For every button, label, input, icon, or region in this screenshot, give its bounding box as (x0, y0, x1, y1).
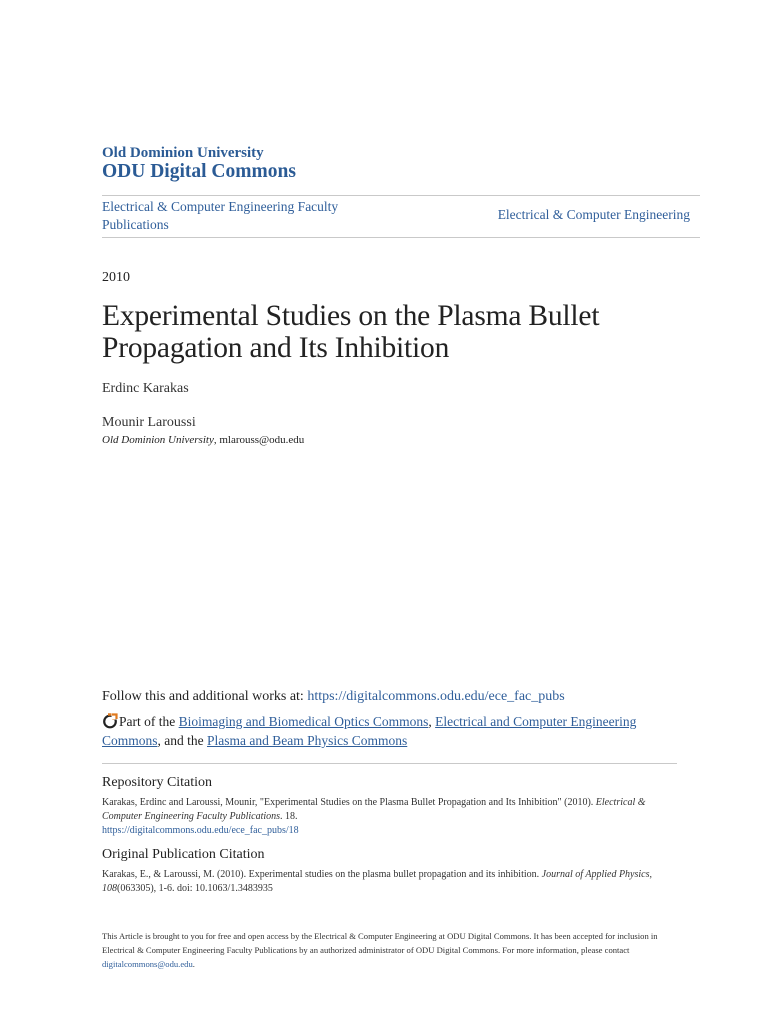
contact-email-link[interactable]: digitalcommons@odu.edu (102, 959, 193, 969)
part-of-prefix: Part of the (119, 714, 179, 729)
citation-text: Karakas, Erdinc and Laroussi, Mounir, "Experimental Studies on the Plasma Bullet Propagation and Its Inhibition" (2010). (102, 797, 596, 808)
part-of-separator: , (428, 714, 436, 729)
repository-citation-text (102, 796, 670, 838)
author-name: Mounir Laroussi (102, 415, 196, 430)
publication-year: 2010 (102, 270, 130, 285)
department-link[interactable]: Electrical & Computer Engineering (497, 207, 690, 222)
header-divider-bottom (102, 237, 700, 238)
follow-url-link[interactable]: https://digitalcommons.odu.edu/ece_fac_pubs (307, 689, 565, 704)
discipline-link-ece[interactable]: Electrical and Computer Engineering Commons (102, 714, 637, 748)
notice-text: This Article is brought to you for free and open access by the Electrical & Computer Engineering at ODU Digital Commons. It has been accepted for inclusion in Electrical & Computer Engineering Faculty Publications by an authorized administrator of ODU Digital Commons. For more information, please contact (102, 931, 658, 955)
citation-series: Electrical & Computer Engineering Faculty Publications (102, 797, 646, 822)
section-divider (102, 763, 677, 764)
notice-end: . (192, 959, 195, 969)
original-citation-body: Karakas, E., & Laroussi, M. (2010). Experimental studies on the plasma bullet propagation and its inhibition. (102, 869, 542, 880)
article-title: Experimental Studies on the Plasma Bullet Propagation and Its Inhibition (102, 300, 600, 364)
repository-citation-heading: Repository Citation (102, 775, 213, 790)
original-citation-heading: Original Publication Citation (102, 847, 265, 862)
original-citation-journal: Journal of Applied Physics, 108 (102, 869, 652, 894)
discipline-link-plasma[interactable]: Plasma and Beam Physics Commons (207, 733, 408, 748)
header-divider-top (102, 195, 700, 196)
author-name: Erdinc Karakas (102, 381, 189, 396)
citation-url-link[interactable]: https://digitalcommons.odu.edu/ece_fac_pubs/18 (102, 825, 299, 836)
series-link[interactable]: Electrical & Computer Engineering Faculty Publications (102, 199, 339, 232)
affiliation-institution: Old Dominion University (102, 434, 214, 446)
original-citation-text (102, 868, 670, 896)
follow-label: Follow this and additional works at: (102, 689, 308, 704)
original-citation-rest: (063305), 1-6. doi: 10.1063/1.3483935 (117, 883, 273, 894)
affiliation-email: , mlarouss@odu.edu (213, 434, 305, 446)
discipline-link-bioimaging[interactable]: Bioimaging and Biomedical Optics Commons (178, 714, 429, 729)
university-name[interactable]: Old Dominion University (102, 145, 264, 161)
part-of-separator: , and the (157, 733, 208, 748)
follow-line (102, 689, 565, 705)
access-notice (102, 929, 672, 971)
author-affiliation (102, 434, 304, 446)
citation-number: . 18. (280, 811, 298, 822)
part-of-line (102, 712, 682, 750)
commons-network-icon (102, 713, 118, 729)
repository-name[interactable]: ODU Digital Commons (102, 161, 296, 182)
